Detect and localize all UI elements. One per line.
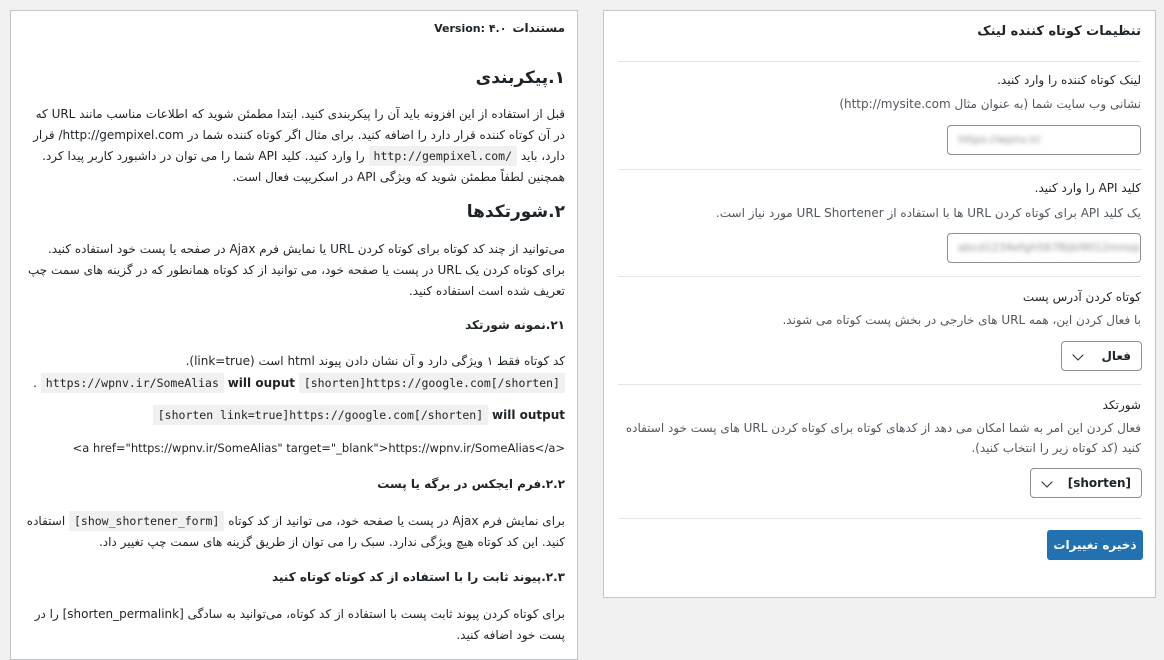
shorten-post-selected-value: فعال: [1101, 349, 1131, 363]
section-22-paragraph: [25, 511, 565, 553]
shortener-url-input[interactable]: [947, 125, 1141, 155]
section-22-text-b: استفاده کنید. این کد کوتاه هیچ ویژگی ندارد. سبک را می توان از طریق گزینه های سمت چپ تغییر داد.: [26, 514, 565, 549]
shortcode-description: فعال کردن این امر به شما امکان می دهد از کدهای کوتاه برای کوتاه کردن URL های پست خود استفاده کنید (کد کوتاه زیر را انتخاب کنید).: [625, 421, 1141, 455]
shortcode-selected-value: [shorten]: [1067, 476, 1131, 490]
shortener-settings-panel: [603, 10, 1156, 598]
api-key-description: یک کلید API برای کوتاه کردن URL ها با استفاده از URL Shortener مورد نیاز است.: [715, 206, 1141, 220]
will-output-label: will ouput: [227, 376, 295, 390]
shorten-post-description: با فعال کردن این، همه URL های خارجی در بخش پست کوتاه می شوند.: [782, 313, 1141, 327]
section-1-title: ۱.پیکربندی: [475, 68, 565, 88]
api-key-label: کلید API را وارد کنید.: [1034, 181, 1141, 195]
divider: [618, 61, 1141, 62]
section-21-example-1: [33, 372, 565, 394]
section-21-example-2: [153, 404, 565, 426]
section-2-title: ۲.شورتکدها: [466, 202, 565, 222]
divider: [618, 276, 1141, 277]
chevron-down-icon: [1041, 476, 1052, 487]
api-key-value: abcd1234efgh5678ijkl9012mnop: [958, 241, 1141, 254]
save-changes-button[interactable]: ذخیره تغییرات: [1047, 530, 1143, 560]
shortener-url-value: https://wpnv.ir/: [958, 133, 1041, 146]
shorten-post-label: کوتاه کردن آدرس پست: [1022, 290, 1141, 304]
docs-header: [434, 21, 565, 35]
settings-title: تنظیمات کوتاه کننده لینک: [977, 24, 1141, 39]
section-1-code: http://gempixel.com/: [369, 146, 517, 166]
divider: [618, 169, 1141, 170]
api-key-input[interactable]: [947, 233, 1141, 263]
show-shortener-form-code: [show_shortener_form]: [69, 511, 224, 531]
section-21-text: کد کوتاه فقط ۱ ویژگی دارد و آن نشان دادن پیوند html است (link=true).: [185, 354, 565, 368]
period: .: [33, 376, 37, 390]
divider: [618, 384, 1141, 385]
shortcode-link-example-code: [shorten link=true]https://google.com[/shorten]: [153, 405, 488, 425]
shortener-url-description: نشانی وب سایت شما (به عنوان مثال http://mysite.com): [839, 97, 1141, 111]
documentation-panel: [10, 10, 578, 660]
section-2-paragraph: می‌توانید از چند کد کوتاه برای کوتاه کردن URL یا نمایش فرم Ajax در صفحه یا پست خود استفاده کنید. برای کوتاه کردن یک URL در پست یا صفحه خود، می توانید از کد کوتاه همانطور که در گزینه های سمت چپ تعریف شده است استفاده کنید.: [28, 242, 565, 298]
shorten-post-select[interactable]: [1061, 341, 1142, 371]
section-1-text-b: را وارد کنید. کلید API شما را می توان در داشبورد کاربر پیدا کرد. همچنین لطفاً مطمئن شوید که ویژگی API در اسکریپت فعال است.: [42, 149, 565, 184]
shortcode-label: شورتکد: [1102, 398, 1141, 412]
will-output-label-2: will output: [492, 408, 565, 422]
section-23-title: ۲.۳.پیوند ثابت را با استفاده از کد کوتاه کوتاه کنید: [271, 570, 565, 584]
section-1-paragraph: [25, 104, 565, 188]
section-21-title: ۲۱.نمونه شورتکد: [465, 318, 565, 332]
output-url-code: https://wpnv.ir/SomeAlias: [41, 373, 224, 393]
docs-version: Version: ۴.۰: [434, 22, 507, 35]
section-1-text-a: قبل از استفاده از این افزونه باید آن را پیکربندی کنید. ابتدا مطمئن شوید که اطلاعات مناسب مانند URL که در آن کوتاه کننده قرار دارد را اضافه کنید. برای مثال اگر کوتاه کننده شما در http://gempixel.com/ قرار دارد، باید: [33, 107, 565, 163]
shortcode-example-code: [shorten]https://google.com[/shorten]: [299, 373, 565, 393]
docs-title: مستندات: [512, 21, 565, 35]
shortener-url-label: لینک کوتاه کننده را وارد کنید.: [997, 73, 1141, 87]
section-22-title: ۲.۲.فرم ایجکس در برگه یا پست: [377, 477, 565, 491]
shortcode-select[interactable]: [1030, 468, 1142, 498]
divider: [618, 518, 1141, 519]
chevron-down-icon: [1072, 349, 1083, 360]
section-22-text-a: برای نمایش فرم Ajax در پست یا صفحه خود، می توانید از کد کوتاه: [228, 514, 565, 528]
section-23-paragraph: برای کوتاه کردن پیوند ثابت پست با استفاده از کد کوتاه، می‌توانید به سادگی [shorten_permalink] را در پست خود اضافه کنید.: [34, 607, 565, 642]
anchor-output: <a href="https://wpnv.ir/SomeAlias" target="_blank">https://wpnv.ir/SomeAlias</a>: [72, 441, 565, 455]
